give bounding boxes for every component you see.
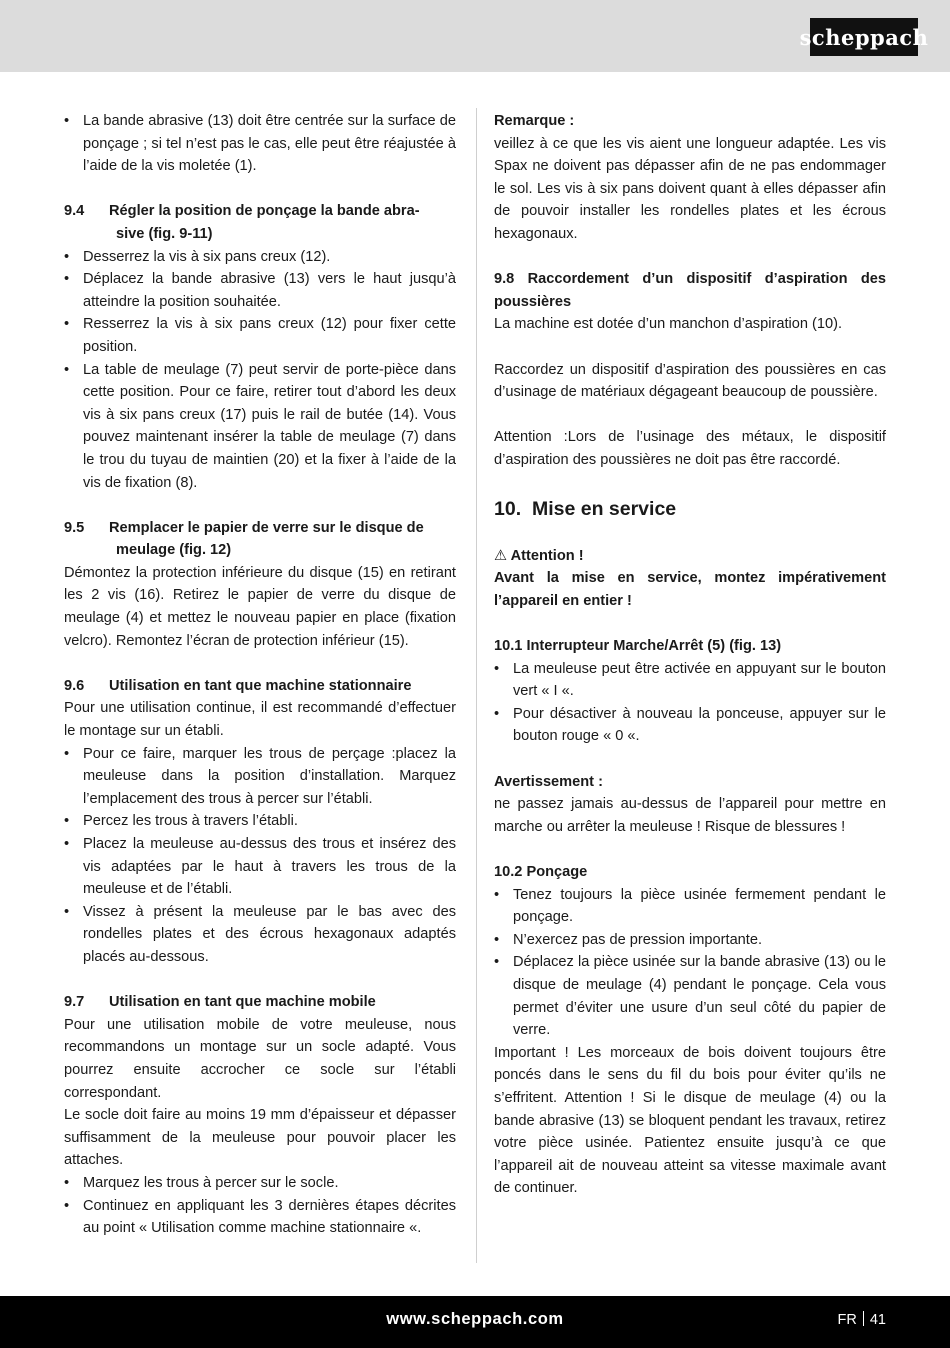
section-10-2-list [494, 884, 886, 1042]
section-9-5-heading: 9.5 Remplacer le papier de verre sur le disque de [64, 519, 424, 536]
header-bar [0, 0, 950, 72]
footer-url[interactable]: www.scheppach.com [386, 1310, 564, 1328]
remark-text: veillez à ce que les vis aient une longueur adaptée. Les vis Spax ne doivent pas dépasser afin de ne pas endommager le sol. Les vis à six pans doivent quant à elles dépasser afin de pouvoir installer les rondelles plates et les écrous hexagonaux. [494, 135, 886, 242]
list-item: • Desserrez la vis à six pans creux (12). [64, 246, 456, 269]
warning-title: Avertissement : [494, 773, 603, 790]
list-item: • Tenez toujours la pièce usinée fermement pendant le ponçage. [494, 884, 886, 929]
column-divider [476, 108, 477, 1263]
page-separator [863, 1311, 864, 1326]
section-9-8-text-3: Attention :Lors de l’usinage des métaux, le dispositif d’aspiration des poussières ne doit pas être raccordé. [494, 429, 886, 468]
warning-icon: ⚠ [494, 547, 508, 564]
section-9-6-text: Pour une utilisation continue, il est recommandé d’effectuer le montage sur un établi. [64, 700, 456, 740]
page-number [838, 1311, 886, 1328]
list-item: • Marquez les trous à percer sur le socle. [64, 1172, 456, 1195]
scheppach-logo: scheppach [810, 18, 918, 56]
section-9-7-text-2: Le socle doit faire au moins 19 mm d’épaisseur et dépasser suffisamment de la meuleuse pour pouvoir placer les attaches. [64, 1107, 456, 1169]
section-9-6-list [64, 743, 456, 969]
left-column [64, 110, 456, 1240]
section-9-5-text: Démontez la protection inférieure du disque (15) en retirant les 2 vis (16). Retirez le papier de verre du disque de meulage (4) et mettez le nouveau papier en place (fixation velcro). Remontez l’écran de protection inférieur (15). [64, 564, 456, 649]
warning-text: ne passez jamais au-dessus de l’appareil pour mettre en marche ou arrêter la meuleuse ! Risque de blessures ! [494, 796, 886, 835]
section-9-5-heading-cont: meulage (fig. 12) [116, 542, 232, 559]
page-number-value: 41 [869, 1312, 886, 1328]
section-10-2-text: Important ! Les morceaux de bois doivent toujours être poncés dans le sens du fil du bois pour éviter qu’ils ne s’effritent. Attention ! Si le disque de meulage (4) ou la bande abrasive (13) se bloquent pendant les travaux, retirez votre pièce usinée. Patientez ensuite jusqu’à ce que l’appareil ait de nouveau atteint sa vitesse maximale avant de continuer. [494, 1044, 886, 1197]
section-9-4-list [64, 246, 456, 495]
list-item: • Continuez en appliquant les 3 dernières étapes décrites au point « Utilisation comme machine stationnaire «. [64, 1195, 456, 1240]
section-9-6-heading: 9.6 Utilisation en tant que machine stationnaire [64, 677, 412, 694]
language-code: FR [837, 1312, 857, 1328]
section-9-8-text-2: Raccordez un dispositif d’aspiration des poussières en cas d’usinage de matériaux dégageant beaucoup de poussière. [494, 361, 886, 401]
list-item: • Pour désactiver à nouveau la ponceuse, appuyer sur le bouton rouge « 0 «. [494, 703, 886, 748]
list-item: • Vissez à présent la meuleuse par le bas avec des rondelles plates et des écrous hexagonaux adaptés placés au-dessous. [64, 901, 456, 969]
list-item: • Resserrez la vis à six pans creux (12) pour fixer cette position. [64, 313, 456, 358]
list-item: • La bande abrasive (13) doit être centrée sur la surface de ponçage ; si tel n’est pas le cas, elle peut être réajustée à l’aide de la vis moletée (1). [64, 110, 456, 178]
section-9-7-list [64, 1172, 456, 1240]
section-9-7-heading: 9.7 Utilisation en tant que machine mobile [64, 994, 376, 1011]
attention-line: ⚠ Attention ! [494, 547, 584, 564]
list-item: • La meuleuse peut être activée en appuyant sur le bouton vert « I «. [494, 658, 886, 703]
list-item: • Percez les trous à travers l’établi. [64, 810, 456, 833]
right-column [494, 110, 886, 1200]
section-9-4-heading: 9.4 Régler la position de ponçage la bande abra- [64, 203, 420, 220]
footer-bar [0, 1296, 950, 1348]
section-10-1-heading: 10.1 Interrupteur Marche/Arrêt (5) (fig. 13) [494, 638, 782, 655]
section-10-1-list [494, 658, 886, 748]
remark-title: Remarque : [494, 113, 575, 129]
list-item: • Déplacez la bande abrasive (13) vers le haut jusqu’à atteindre la position souhaitée. [64, 268, 456, 313]
section-9-7-text-1: Pour une utilisation mobile de votre meuleuse, nous recommandons un montage sur un socle adapté. Vous pourrez ensuite accrocher ce socle sur l’établi correspondant. [64, 1016, 456, 1101]
section-9-8-heading: 9.8 Raccordement d’un dispositif d’aspiration des poussières [494, 271, 886, 310]
intro-list [64, 110, 456, 178]
section-10-2-heading: 10.2 Ponçage [494, 864, 588, 880]
list-item: • Placez la meuleuse au-dessus des trous et insérez des vis adaptées par le haut à travers les trous de la meuleuse et de l’établi. [64, 833, 456, 901]
section-9-8-text-1: La machine est dotée d’un manchon d’aspiration (10). [494, 316, 843, 333]
list-item: • La table de meulage (7) peut servir de porte-pièce dans cette position. Pour ce faire, retirer tout d’abord les deux vis à six pans creux (17) puis le rail de butée (14). Vous pouvez maintenant insérer la table de meulage (7) dans le trou du tuyau de maintien (20) et la fixer à l’aide de la vis de fixation (8). [64, 359, 456, 495]
attention-text: Avant la mise en service, montez impérativement l’appareil en entier ! [494, 570, 886, 609]
list-item: • Déplacez la pièce usinée sur la bande abrasive (13) ou le disque de meulage (4) pendant le ponçage. Cela vous permet d’éviter une usure d’un seul côté du papier de verre. [494, 951, 886, 1041]
list-item: • Pour ce faire, marquer les trous de perçage :placez la meuleuse dans la position d’installation. Marquez l’emplacement des trous à percer sur l’établi. [64, 743, 456, 811]
section-10-heading: 10. Mise en service [494, 498, 677, 521]
list-item: • N’exercez pas de pression importante. [494, 929, 886, 952]
section-9-4-heading-cont: sive (fig. 9-11) [116, 225, 213, 242]
